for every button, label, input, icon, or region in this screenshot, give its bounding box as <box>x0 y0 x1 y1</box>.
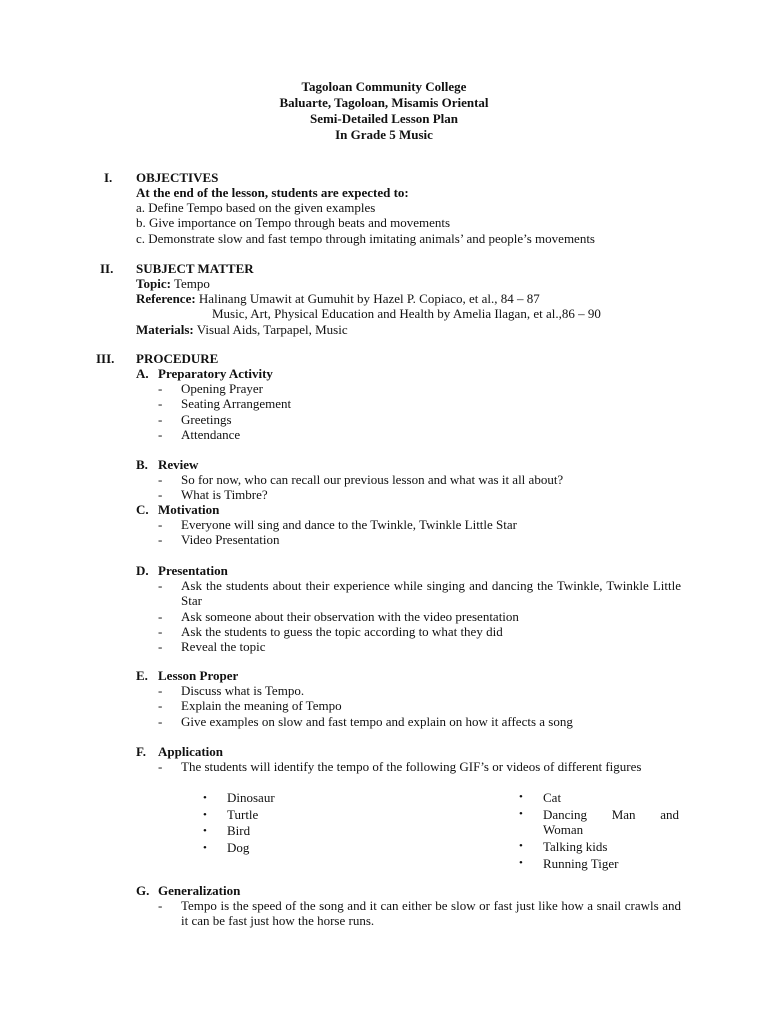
bullet-icon: • <box>203 841 207 854</box>
procedure-a <box>136 366 681 442</box>
objective-item: c. Demonstrate slow and fast tempo through imitating animals’ and people’s movements <box>136 230 595 246</box>
objective-item: a. Define Tempo based on the given examples <box>136 200 376 216</box>
college-name: Tagoloan Community College <box>301 79 467 94</box>
reference-value-2: Music, Art, Physical Education and Health by Amelia Ilagan, et al.,86 – 90 <box>212 306 601 322</box>
sub-letter: D. <box>136 563 149 578</box>
plan-type: Semi-Detailed Lesson Plan <box>309 111 459 126</box>
sub-title: Lesson Proper <box>158 668 239 683</box>
sub-letter: F. <box>136 744 146 759</box>
list-item: - What is Timbre? <box>158 487 268 503</box>
list-item: - Ask the students about their experience while singing and dancing the Twinkle, Twinkle Little Star <box>158 578 681 609</box>
list-item: - Opening Prayer <box>158 381 263 397</box>
list-item: - Greetings <box>158 411 232 427</box>
list-item: - Discuss what is Tempo. <box>158 683 305 699</box>
procedure-b <box>136 457 681 503</box>
materials-value: Visual Aids, Tarpapel, Music <box>196 321 348 337</box>
procedure-g <box>136 883 681 929</box>
sub-letter: E. <box>136 668 148 683</box>
dash-mark: - <box>158 472 163 488</box>
bullet-icon: • <box>203 808 207 821</box>
list-item: • Turtle <box>203 806 259 822</box>
list-item: - So for now, who can recall our previous lesson and what was it all about? <box>158 472 564 488</box>
list-item: - Seating Arrangement <box>158 396 292 412</box>
sub-letter: B. <box>136 457 148 472</box>
reference-label: Reference: <box>136 291 196 307</box>
list-item: • Dancing Man and Woman <box>519 807 679 837</box>
bullet-icon: • <box>519 840 523 852</box>
dash-mark: - <box>158 426 163 442</box>
dash-mark: - <box>158 517 163 533</box>
list-item: - Tempo is the speed of the song and it can either be slow or fast just like how a snail crawls and it can be fast just how the horse runs. <box>158 898 681 929</box>
sub-letter: A. <box>136 366 149 381</box>
dash-mark: - <box>158 396 163 412</box>
bullet-icon: • <box>519 857 523 869</box>
section-title: PROCEDURE <box>136 351 219 366</box>
dash-mark: - <box>158 683 163 699</box>
dash-mark: - <box>158 532 163 548</box>
subject-body <box>136 276 681 337</box>
materials-label: Materials: <box>136 321 194 337</box>
grade-subject: In Grade 5 Music <box>335 127 433 142</box>
bullet-icon: • <box>519 791 523 803</box>
list-item: - Attendance <box>158 426 241 442</box>
dash-mark: - <box>158 487 163 503</box>
topic-value: Tempo <box>173 276 210 291</box>
topic-line <box>136 276 681 291</box>
procedure-c <box>136 502 681 548</box>
list-item: • Bird <box>203 823 251 838</box>
section-number: I. <box>104 170 113 185</box>
list-item: - The students will identify the tempo of the following GIF’s or videos of different figures <box>158 759 642 775</box>
sub-title: Motivation <box>158 502 220 517</box>
dash-mark: - <box>158 639 163 655</box>
bullet-list-right <box>519 790 679 871</box>
sub-title: Application <box>158 744 224 759</box>
section-number: III. <box>96 351 115 366</box>
materials-line <box>136 322 681 337</box>
dash-mark: - <box>158 623 163 639</box>
dash-mark: - <box>158 898 163 914</box>
bullet-icon: • <box>203 792 207 804</box>
dash-mark: - <box>158 411 163 427</box>
procedure-f <box>136 744 681 774</box>
list-item: - Reveal the topic <box>158 639 266 655</box>
procedure-e <box>136 668 681 729</box>
dash-mark: - <box>158 759 163 775</box>
dash-mark: - <box>158 608 163 624</box>
procedure-d <box>136 563 681 654</box>
reference-value: Halinang Umawit at Gumuhit by Hazel P. Copiaco, et al., 84 – 87 <box>198 291 540 307</box>
list-item: • Running Tiger <box>519 856 619 871</box>
sub-letter: C. <box>136 502 149 517</box>
sub-title: Presentation <box>158 563 228 578</box>
list-item: - Ask the students to guess the topic according to what they did <box>158 623 503 639</box>
list-item: - Everyone will sing and dance to the Twinkle, Twinkle Little Star <box>158 517 517 533</box>
sub-title: Generalization <box>158 883 241 898</box>
objectives-intro: At the end of the lesson, students are expected to: <box>136 185 409 200</box>
dash-mark: - <box>158 698 163 714</box>
list-item: • Cat <box>519 790 562 805</box>
list-item: • Dog <box>203 839 250 855</box>
reference-line <box>136 291 681 306</box>
bullet-icon: • <box>203 825 207 837</box>
dash-mark: - <box>158 578 163 594</box>
objectives-body <box>136 185 681 246</box>
section-title: OBJECTIVES <box>136 170 219 185</box>
list-item: - Give examples on slow and fast tempo and explain on how it affects a song <box>158 713 573 729</box>
objective-item: b. Give importance on Tempo through beats and movements <box>136 215 451 231</box>
section-title: SUBJECT MATTER <box>136 261 254 276</box>
college-address: Baluarte, Tagoloan, Misamis Oriental <box>279 95 489 110</box>
sub-title: Review <box>158 457 199 472</box>
section-number: II. <box>100 261 114 276</box>
sub-title: Preparatory Activity <box>158 366 273 381</box>
list-item: - Video Presentation <box>158 532 280 548</box>
document-header <box>0 79 768 143</box>
list-item: - Ask someone about their observation with the video presentation <box>158 608 519 624</box>
dash-mark: - <box>158 381 163 397</box>
bullet-list-left <box>203 790 323 856</box>
sub-letter: G. <box>136 883 150 898</box>
list-item: • Dinosaur <box>203 790 275 805</box>
dash-mark: - <box>158 713 163 729</box>
list-item: - Explain the meaning of Tempo <box>158 698 342 714</box>
topic-label: Topic: <box>136 276 171 291</box>
bullet-icon: • <box>519 808 523 820</box>
list-item: • Talking kids <box>519 839 608 854</box>
